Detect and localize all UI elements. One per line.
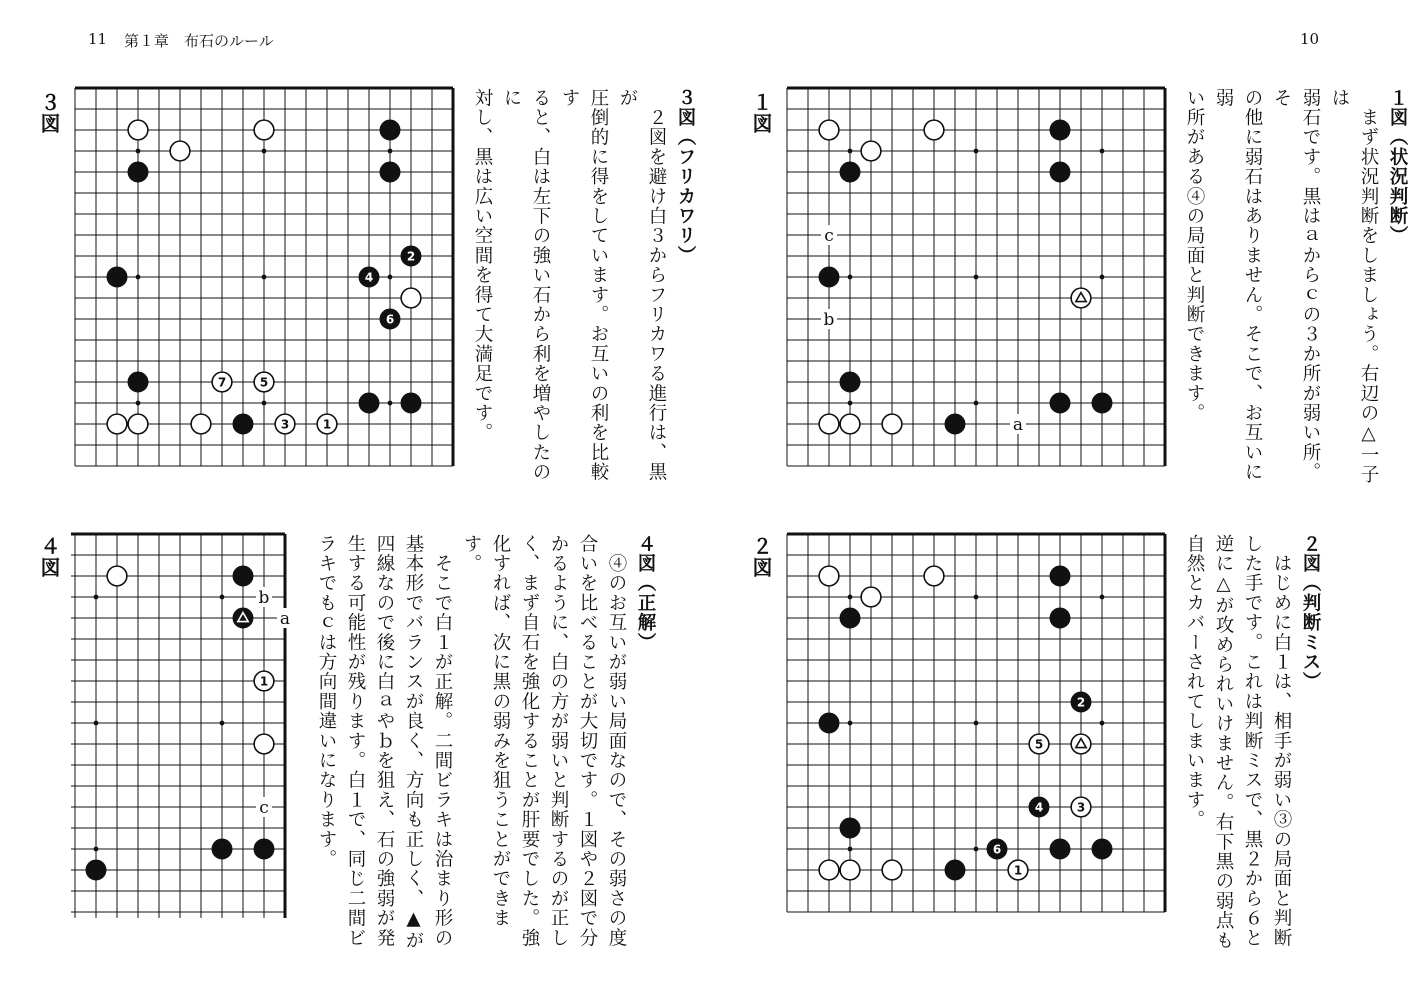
fig4-commentary (312, 534, 660, 964)
move-number: 4 (364, 270, 374, 285)
board-grid (71, 534, 285, 918)
fig2-line-3: 逆に△が攻められいけません。右下黒の弱点も (1213, 534, 1234, 951)
fig4-title: ４図（正解） (635, 534, 656, 653)
point-label-a: a (279, 609, 291, 629)
fig1-title: １図（状況判断） (1387, 88, 1408, 246)
fig3-line-1: ２図を避け白３からフリカワる進行は、黒が (617, 88, 667, 482)
fig2-title: ２図（判断ミス） (1300, 534, 1321, 692)
fig1-line-2: 弱石です。黒はａからｃの３か所が弱い所。そ (1271, 88, 1321, 482)
white-stone (840, 414, 860, 434)
black-stone (128, 372, 148, 392)
fig2-line-4: 自然とカバーされてしまいます。 (1184, 534, 1205, 830)
fig2-commentary (1180, 534, 1325, 964)
move-number: 4 (1034, 800, 1044, 815)
black-stone (1050, 393, 1070, 413)
black-stone (1071, 692, 1091, 712)
star-point (136, 149, 141, 154)
black-stone (1050, 120, 1070, 140)
fig1-commentary (1180, 88, 1412, 498)
fig4-line-2: 合いを比べることが大切です。１図や２図で分 (577, 534, 598, 948)
star-point (262, 401, 267, 406)
black-stone (380, 120, 400, 140)
fig4-line-3: かるように、白の方が弱いと判断するのが正し (548, 534, 569, 948)
left-page-number: 11 (88, 30, 108, 48)
black-stone (86, 860, 106, 880)
star-point (94, 721, 99, 726)
black-stone (945, 414, 965, 434)
move-number: 7 (217, 375, 227, 390)
black-stone (401, 393, 421, 413)
star-point (388, 149, 393, 154)
move-number: 2 (406, 249, 416, 264)
black-stone (840, 608, 860, 628)
white-stone (107, 414, 127, 434)
black-stone (819, 267, 839, 287)
star-point (848, 847, 853, 852)
move-number: 3 (280, 417, 290, 432)
white-stone (1071, 288, 1091, 308)
white-stone (128, 414, 148, 434)
black-stone (840, 818, 860, 838)
move-number: 5 (259, 375, 269, 390)
fig4-line-9: 生する可能性が残ります。白１で、同じ二間ビ (345, 534, 366, 948)
fig1-line-4: い所がある④の局面と判断できます。 (1184, 88, 1205, 423)
move-number: 1 (259, 674, 269, 689)
white-stone (924, 566, 944, 586)
white-stone (254, 120, 274, 140)
fig4-line-6: そこで白１が正解。二間ビラキは治まり形の (432, 534, 453, 948)
star-point (848, 149, 853, 154)
white-stone (882, 860, 902, 880)
star-point (974, 275, 979, 280)
black-stone (107, 267, 127, 287)
move-number: 6 (385, 312, 395, 327)
fig3-go-board (75, 88, 455, 464)
fig3-line-4: 対し、黒は広い空間を得て大満足です。 (472, 88, 493, 443)
star-point (136, 401, 141, 406)
fig2-line-2: した手です。これは判断ミスで、黒２から６と (1242, 534, 1263, 948)
fig4-label: ４図 (37, 536, 61, 578)
black-stone (380, 309, 400, 329)
fig3-line-2: 圧倒的に得をしています。お互いの利を比較す (559, 88, 609, 482)
fig4-line-1: ④のお互いが弱い局面なので、その弱さの度 (606, 534, 627, 948)
point-label-b: b (823, 310, 835, 330)
black-stone (1092, 393, 1112, 413)
star-point (262, 275, 267, 280)
white-stone (1029, 734, 1049, 754)
white-stone (819, 566, 839, 586)
black-stone (1050, 839, 1070, 859)
move-number: 6 (992, 842, 1002, 857)
move-number: 1 (1013, 863, 1023, 878)
white-stone (819, 860, 839, 880)
white-stone (819, 120, 839, 140)
white-stone (819, 414, 839, 434)
white-stone (254, 372, 274, 392)
black-stone (1029, 797, 1049, 817)
star-point (974, 721, 979, 726)
star-point (974, 149, 979, 154)
fig4-line-4: く、まず自石を強化することが肝要でした。強 (519, 534, 540, 948)
fig3-line-3: ると、白は左下の強い石から利を増やしたのに (501, 88, 551, 482)
white-stone (191, 414, 211, 434)
black-stone (1050, 608, 1070, 628)
move-number: 1 (322, 417, 332, 432)
point-label-c: c (259, 798, 269, 818)
star-point (848, 275, 853, 280)
white-stone (882, 414, 902, 434)
point-label-c: c (824, 226, 834, 246)
star-point (848, 721, 853, 726)
star-point (848, 595, 853, 600)
star-point (388, 401, 393, 406)
black-stone (128, 162, 148, 182)
white-stone (924, 120, 944, 140)
fig1-label: １図 (749, 92, 773, 134)
black-stone (233, 608, 253, 628)
black-stone (987, 839, 1007, 859)
white-stone (212, 372, 232, 392)
black-stone (1050, 162, 1070, 182)
white-stone (861, 141, 881, 161)
star-point (974, 595, 979, 600)
fig1-line-1: まず状況判断をしましょう。右辺の△一子は (1329, 88, 1379, 485)
fig4-line-7: 基本形でバランスが良く、方向も正しく、▲が (403, 534, 424, 951)
white-stone (840, 860, 860, 880)
star-point (1100, 595, 1105, 600)
white-stone (1008, 860, 1028, 880)
star-point (974, 847, 979, 852)
move-number: 3 (1076, 800, 1086, 815)
black-stone (212, 839, 232, 859)
fig3-title: ３図（フリカワリ） (675, 88, 696, 266)
black-stone (1050, 566, 1070, 586)
fig2-label: ２図 (749, 536, 773, 578)
black-stone (1092, 839, 1112, 859)
fig4-line-5: 化すれば、次に黒の弱みを狙うことができます。 (461, 534, 511, 928)
black-stone (359, 393, 379, 413)
white-stone (401, 288, 421, 308)
star-point (262, 149, 267, 154)
black-stone (380, 162, 400, 182)
star-point (94, 847, 99, 852)
black-stone (233, 566, 253, 586)
star-point (1100, 275, 1105, 280)
black-stone (254, 839, 274, 859)
white-stone (1071, 797, 1091, 817)
black-stone (819, 713, 839, 733)
white-stone (317, 414, 337, 434)
white-stone (170, 141, 190, 161)
black-stone (401, 246, 421, 266)
star-point (388, 275, 393, 280)
white-stone (107, 566, 127, 586)
fig3-label: ３図 (37, 92, 61, 134)
star-point (848, 401, 853, 406)
fig3-commentary (468, 88, 700, 498)
star-point (974, 401, 979, 406)
white-stone (128, 120, 148, 140)
black-stone (840, 162, 860, 182)
fig4-line-8: 四線なので後に白ａやｂを狙え、石の強弱が発 (374, 534, 395, 948)
black-stone (945, 860, 965, 880)
point-label-a: a (1012, 415, 1024, 435)
fig4-go-board (75, 534, 300, 912)
white-stone (254, 671, 274, 691)
star-point (136, 275, 141, 280)
chapter-title: 第１章 布石のルール (124, 32, 274, 50)
star-point (1100, 149, 1105, 154)
star-point (220, 721, 225, 726)
black-stone (359, 267, 379, 287)
white-stone (275, 414, 295, 434)
fig2-line-1: はじめに白１は、相手が弱い③の局面と判断 (1271, 534, 1292, 948)
move-number: 5 (1034, 737, 1044, 752)
fig1-go-board (787, 88, 1167, 464)
fig4-line-10: ラキでもｃは方向間違いになります。 (316, 534, 337, 869)
black-stone (840, 372, 860, 392)
white-stone (254, 734, 274, 754)
white-stone (861, 587, 881, 607)
fig1-line-3: の他に弱石はありません。そこで、お互いに弱 (1213, 88, 1263, 482)
white-stone (1071, 734, 1091, 754)
black-stone (233, 414, 253, 434)
move-number: 2 (1076, 695, 1086, 710)
right-page-number: 10 (1300, 30, 1320, 48)
fig2-go-board (787, 534, 1167, 912)
point-label-b: b (258, 588, 270, 608)
star-point (94, 595, 99, 600)
star-point (1100, 721, 1105, 726)
star-point (220, 595, 225, 600)
